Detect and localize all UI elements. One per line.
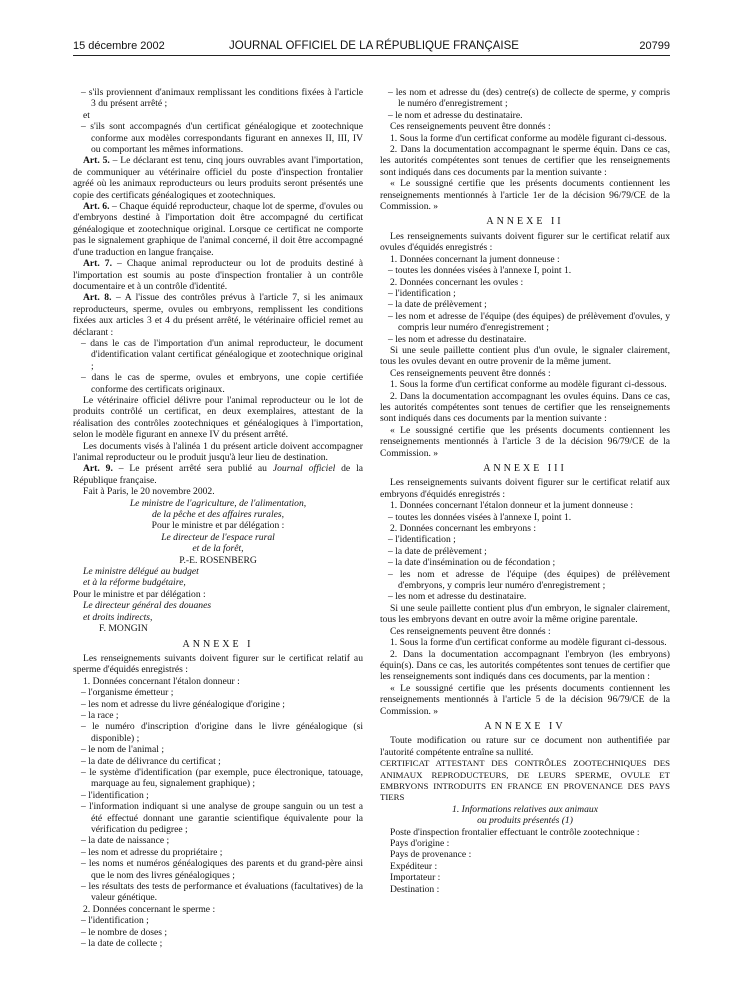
signature-name: F. MONGIN: [99, 623, 148, 635]
header-title: JOURNAL OFFICIEL DE LA RÉPUBLIQUE FRANÇAISE: [229, 40, 519, 52]
text-line: 1. Données concernant l'étalon donneur et la jument donneuse :: [390, 500, 634, 512]
signature-line: et à la réforme budgétaire,: [83, 577, 186, 589]
text-line: 2. Données concernant le sperme :: [83, 903, 216, 915]
article-text: – A l'issue des contrôles prévus à l'article 7, si les animaux reproducteurs, sperme, ovules ou embryons, remplissent les conditions fixées aux articles 3 et 4 du présent arrêté, le vétérinaire officiel remet au déclarant :: [73, 292, 364, 338]
signature-line: et de la forêt,: [192, 543, 244, 555]
journal-name: Journal officiel: [272, 463, 336, 475]
text-line: Ces renseignements peuvent être donnés :: [390, 367, 551, 379]
certificate-title: CERTIFICAT ATTESTANT DES CONTRÔLES ZOOTECHNIQUES DES ANIMAUX REPRODUCTEURS, DE LEURS SPERME, OVULE ET EMBRYONS INTRODUITS EN FRANCE EN PROVENANCE DES PAYS TIERS: [380, 758, 670, 803]
paragraph: 1. Sous la forme d'un certificat conforme au modèle figurant ci-dessous.: [390, 132, 667, 144]
signature-line: Le ministre de l'agriculture, de l'alimentation,: [129, 497, 307, 509]
article-number: Art. 5.: [83, 155, 110, 167]
paragraph: Les renseignements suivants doivent figurer sur le certificat relatif aux embryons d'équidés enregistrés :: [380, 477, 670, 500]
text-line: Pour le ministre et par délégation :: [73, 588, 206, 600]
annex-heading: ANNEXE I: [182, 638, 254, 650]
list-item: – la date de prélèvement ;: [388, 545, 487, 557]
list-item: – toutes les données visées à l'annexe I, point 1.: [388, 265, 572, 277]
list-item: – s'ils proviennent d'animaux remplissant les conditions fixées à l'article 3 du présent arrêté ;: [81, 87, 363, 110]
text-line: 1. Données concernant l'étalon donneur :: [83, 675, 240, 687]
list-item: – toutes les données visées à l'annexe I, point 1.: [388, 511, 572, 523]
list-item: – les nom et adresse du destinataire.: [388, 591, 527, 603]
header-rule: [73, 55, 670, 56]
list-item: – le nom de l'animal ;: [81, 744, 164, 756]
text-line: et: [83, 109, 90, 121]
paragraph: 1. Sous la forme d'un certificat conforme au modèle figurant ci-dessous.: [390, 379, 667, 391]
list-item: – l'identification ;: [81, 789, 149, 801]
text-line: Pays de provenance :: [390, 849, 472, 861]
annex-heading: ANNEXE III: [483, 463, 567, 474]
paragraph: Le vétérinaire officiel délivre pour l'animal reproducteur ou le lot de produits contrôlé un certificat, en deux exemplaires, attestant de la réalisation des contrôles zootechniques et généalogiques à l'importation, selon le modèle figurant en annexe IV du présent arrêté.: [73, 394, 363, 441]
list-item: – l'organisme émetteur ;: [81, 687, 174, 699]
text-line: Ces renseignements peuvent être donnés :: [390, 121, 551, 133]
list-item: – les nom et adresse de l'équipe (des équipes) de prélèvement d'ovules, y compris leur numéro d'enregistrement ;: [388, 310, 670, 334]
list-item: – la date de naissance ;: [81, 835, 170, 847]
text-line: 2. Données concernant les ovules :: [390, 276, 524, 288]
paragraph: 1. Sous la forme d'un certificat conforme au modèle figurant ci-dessous.: [390, 637, 667, 649]
article-paragraph: [73, 292, 363, 338]
list-item: – les résultats des tests de performance et évaluations (facultatives) de la valeur génétique.: [81, 881, 363, 904]
article-paragraph: [73, 463, 363, 486]
signature-line: ou produits présentés (1): [477, 815, 573, 827]
paragraph: Poste d'inspection frontalier effectuant le contrôle zootechnique :: [390, 826, 640, 838]
list-item: – la race ;: [81, 709, 119, 721]
header-date: 15 décembre 2002: [73, 40, 165, 52]
signature-line: de la pêche et des affaires rurales,: [151, 509, 285, 521]
annex-heading: ANNEXE IV: [484, 720, 566, 732]
list-item: – les nom et adresse du livre généalogique d'origine ;: [81, 698, 285, 710]
paragraph: Toute modification ou rature sur ce document non authentifiée par l'autorité compétente entraîne sa nullité.: [380, 735, 670, 758]
header-page-number: 20799: [639, 40, 670, 52]
list-item: – le système d'identification (par exemple, puce électronique, tatouage, marquage au feu, signalement graphique) ;: [81, 766, 363, 790]
paragraph: Les documents visés à l'alinéa 1 du présent article doivent accompagner l'animal reproducteur ou le produit jusqu'à leur lieu de destination.: [73, 440, 363, 463]
text-line: Importateur :: [390, 872, 441, 884]
list-item: – le numéro d'inscription d'origine dans le livre généalogique (si disponible) ;: [81, 721, 363, 744]
signature-line: Pour le ministre et par délégation :: [151, 520, 285, 532]
paragraph: Les renseignements suivants doivent figurer sur le certificat relatif aux ovules d'équidés enregistrés :: [380, 230, 670, 254]
text-line: Destination :: [390, 883, 440, 895]
list-item: – dans le cas de l'importation d'un animal reproducteur, le document d'identification valant certificat généalogique et zootechnique original ;: [81, 337, 363, 372]
article-text: – Chaque animal reproducteur ou lot de produits destiné à l'importation est soumis au poste d'inspection frontalier à un contrôle documentaire et à un contrôle d'identité.: [73, 258, 364, 292]
paragraph: Les renseignements suivants doivent figurer sur le certificat relatif au sperme d'équidés enregistrés :: [73, 652, 363, 676]
paragraph: 2. Dans la documentation accompagnant l'embryon (les embryons) équin(s). Dans ce cas, les autorités compétentes sont tenues de certifier que les renseignements sont indiqués dans ces documents, par la mention :: [380, 648, 670, 683]
article-text: – Le présent arrêté sera publié au: [112, 463, 273, 475]
text-line: Expéditeur :: [390, 860, 438, 872]
text-line: 1. Données concernant la jument donneuse :: [390, 253, 560, 265]
list-item: – les nom et adresse du destinataire.: [388, 333, 527, 345]
list-item: – dans le cas de sperme, ovules et embryons, une copie certifiée conforme des certificats originaux.: [81, 372, 363, 395]
list-item: – la date d'insémination ou de fécondation ;: [388, 557, 556, 569]
paragraph: Si une seule paillette contient plus d'un ovule, le signaler clairement, tous les ovules devant en outre provenir de la même jument.: [380, 344, 670, 368]
list-item: – le nom et adresse du destinataire.: [388, 109, 523, 121]
article-text: – Le déclarant est tenu, cinq jours ouvrables avant l'importation, de communiquer au vétérinaire officiel du poste d'inspection frontalier agréé où les animaux reproducteurs ou leurs produits seront présentés une copie des certificats généalogiques et zootechniques.: [73, 155, 363, 201]
list-item: – l'identification ;: [81, 915, 149, 927]
list-item: – l'information indiquant si une analyse de groupe sanguin ou un test a été effectué donnant une garantie scientifique équivalente pour la vérification du pedigree ;: [81, 801, 363, 835]
list-item: – la date de délivrance du certificat ;: [81, 755, 221, 767]
left-column: [73, 87, 363, 949]
annex-heading: ANNEXE II: [486, 216, 564, 228]
list-item: – la date de prélèvement ;: [388, 299, 487, 311]
signature-line: Le directeur de l'espace rural: [161, 531, 275, 543]
article-number: Art. 6.: [83, 201, 110, 213]
paragraph: 2. Dans la documentation accompagnant les ovules équins. Dans ce cas, les autorités compétentes sont tenues de certifier que les renseignements sont indiqués dans ces documents par la mention suivante :: [380, 390, 670, 425]
article-text: – Chaque équidé reproducteur, chaque lot de sperme, d'ovules ou d'embryons destiné à l'importation doit être accompagné du certificat généalogique et zootechnique original. Lorsque ce certificat ne comporte pas le signalement graphique de l'animal concerné, il doit être accompagné d'une traduction en langue française.: [73, 201, 363, 258]
text-line: Pays d'origine :: [390, 838, 450, 849]
list-item: – l'identification ;: [388, 287, 456, 299]
list-item: – l'identification ;: [388, 534, 456, 546]
list-item: – les nom et adresse de l'équipe (des équipes) de prélèvement d'embryons, y compris leur numéro d'enregistrement ;: [388, 568, 670, 592]
article-number: Art. 9.: [83, 463, 113, 475]
paragraph: « Le soussigné certifie que les présents documents contiennent les renseignements mentionnés à l'article 5 de la décision 96/79/CE de la Commission. »: [380, 682, 670, 717]
paragraph: 2. Dans la documentation accompagnant le sperme équin. Dans ce cas, les autorités compétentes sont tenues de certifier que les renseignements sont indiqués dans ces documents par la mention suivante :: [380, 144, 670, 178]
list-item: – s'ils sont accompagnés d'un certificat généalogique et zootechnique conforme aux modèles correspondants figurant en annexes II, III, IV ou comportant les mêmes informations.: [81, 121, 363, 156]
article-text: de la République française.: [73, 463, 363, 486]
paragraph: Si une seule paillette contient plus d'un embryon, le signaler clairement, tous les embryons devant en outre avoir la même origine parentale.: [380, 602, 670, 626]
signature-line: P.-E. ROSENBERG: [179, 554, 257, 566]
list-item: – la date de collecte ;: [81, 938, 163, 950]
signature-line: Le ministre délégué au budget: [83, 566, 199, 578]
article-paragraph: [73, 258, 363, 292]
list-item: – les nom et adresse du propriétaire ;: [81, 846, 223, 858]
right-column: [380, 87, 670, 895]
list-item: – le nombre de doses ;: [81, 926, 168, 938]
text-line: Ces renseignements peuvent être donnés :: [390, 625, 551, 637]
article-paragraph: [73, 201, 363, 258]
signature-line: Le directeur général des douanes: [83, 600, 212, 612]
signature-line: et droits indirects,: [83, 611, 153, 623]
paragraph: « Le soussigné certifie que les présents documents contiennent les renseignements mentionnés à l'article 1er de la décision 96/79/CE de la Commission. »: [380, 178, 670, 213]
list-item: – les nom et adresse du (des) centre(s) de collecte de sperme, y compris le numéro d'enregistrement ;: [388, 87, 670, 110]
paragraph: « Le soussigné certifie que les présents documents contiennent les renseignements mentionnés à l'article 3 de la décision 96/79/CE de la Commission. »: [380, 424, 670, 459]
article-paragraph: [73, 155, 363, 201]
article-number: Art. 8.: [83, 292, 112, 304]
text-line: 2. Données concernant les embryons :: [390, 523, 536, 535]
paragraph: Fait à Paris, le 20 novembre 2002.: [83, 486, 215, 498]
signature-line: 1. Informations relatives aux animaux: [452, 803, 598, 815]
article-number: Art. 7.: [83, 258, 112, 270]
list-item: – les noms et numéros généalogiques des parents et du grand-père ainsi que le nom des livres généalogiques ;: [81, 858, 363, 881]
